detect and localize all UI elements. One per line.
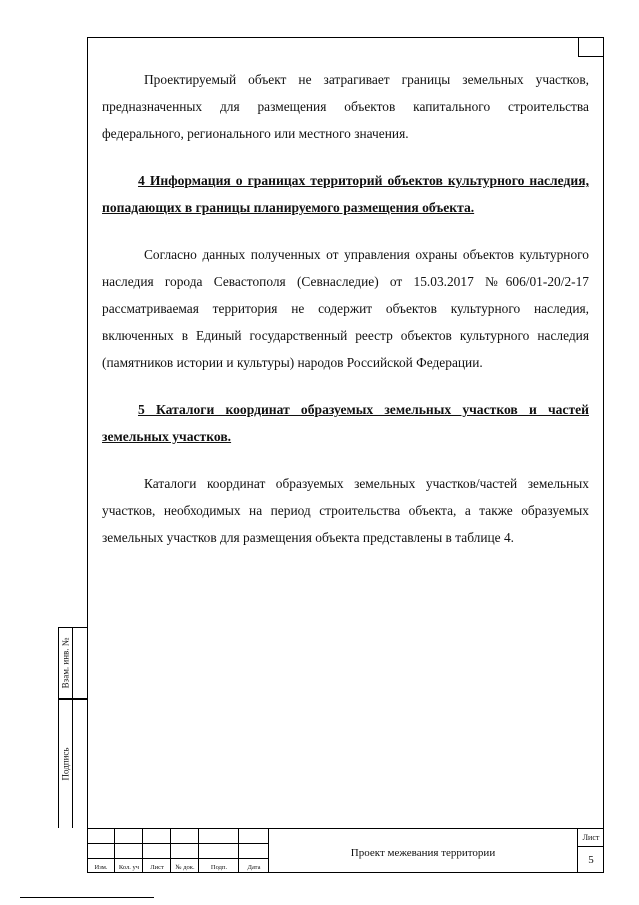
sheet-number: 5 xyxy=(588,854,594,866)
paragraph-1: Проектируемый объект не затрагивает границы земельных участков, предназначенных для размещения объектов капитального строительства федерального, регионального или местного значения. xyxy=(102,72,589,141)
sheet-label: Лист xyxy=(578,829,604,847)
section-5-heading: 5 Каталоги координат образуемых земельных участков и частей земельных участков. xyxy=(102,402,589,444)
side-label-sign: Подпись xyxy=(60,747,71,781)
revision-grid xyxy=(87,829,269,873)
side-stamp-inv xyxy=(58,627,87,699)
col-label-izm: Изм. xyxy=(94,864,108,871)
side-label-inv: Взам. инв. № xyxy=(60,637,71,689)
col-label-kol: Кол. уч xyxy=(118,864,140,871)
col-label-doc: № док. xyxy=(175,864,195,871)
col-label-date: Дата xyxy=(247,864,261,871)
bottom-rule xyxy=(20,897,154,898)
section-4-heading: 4 Информация о границах территорий объектов культурного наследия, попадающих в границы планируемого размещения объекта. xyxy=(102,173,589,215)
side-stamp-sign xyxy=(58,699,87,828)
document-body xyxy=(102,66,589,551)
paragraph-3: Каталоги координат образуемых земельных участков/частей земельных участков, необходимых на период строительства объекта, а также образуемых земельных участков для размещения объекта представлены в таблице 4. xyxy=(102,476,589,545)
col-label-list: Лист xyxy=(150,864,164,871)
corner-box xyxy=(578,37,604,57)
document-title: Проект межевания территории xyxy=(269,829,578,873)
paragraph-2: Согласно данных полученных от управления охраны объектов культурного наследия города Севастополя (Севнаследие) от 15.03.2017 №606/01-20/2-17 рассматриваемая территория не содержит объектов культурного наследия, включенных в Единый государственный реестр объектов культурного наследия (памятников истории и культуры) народов Российской Федерации. xyxy=(102,247,589,370)
title-block xyxy=(87,828,604,873)
col-label-podp: Подп. xyxy=(210,864,228,871)
